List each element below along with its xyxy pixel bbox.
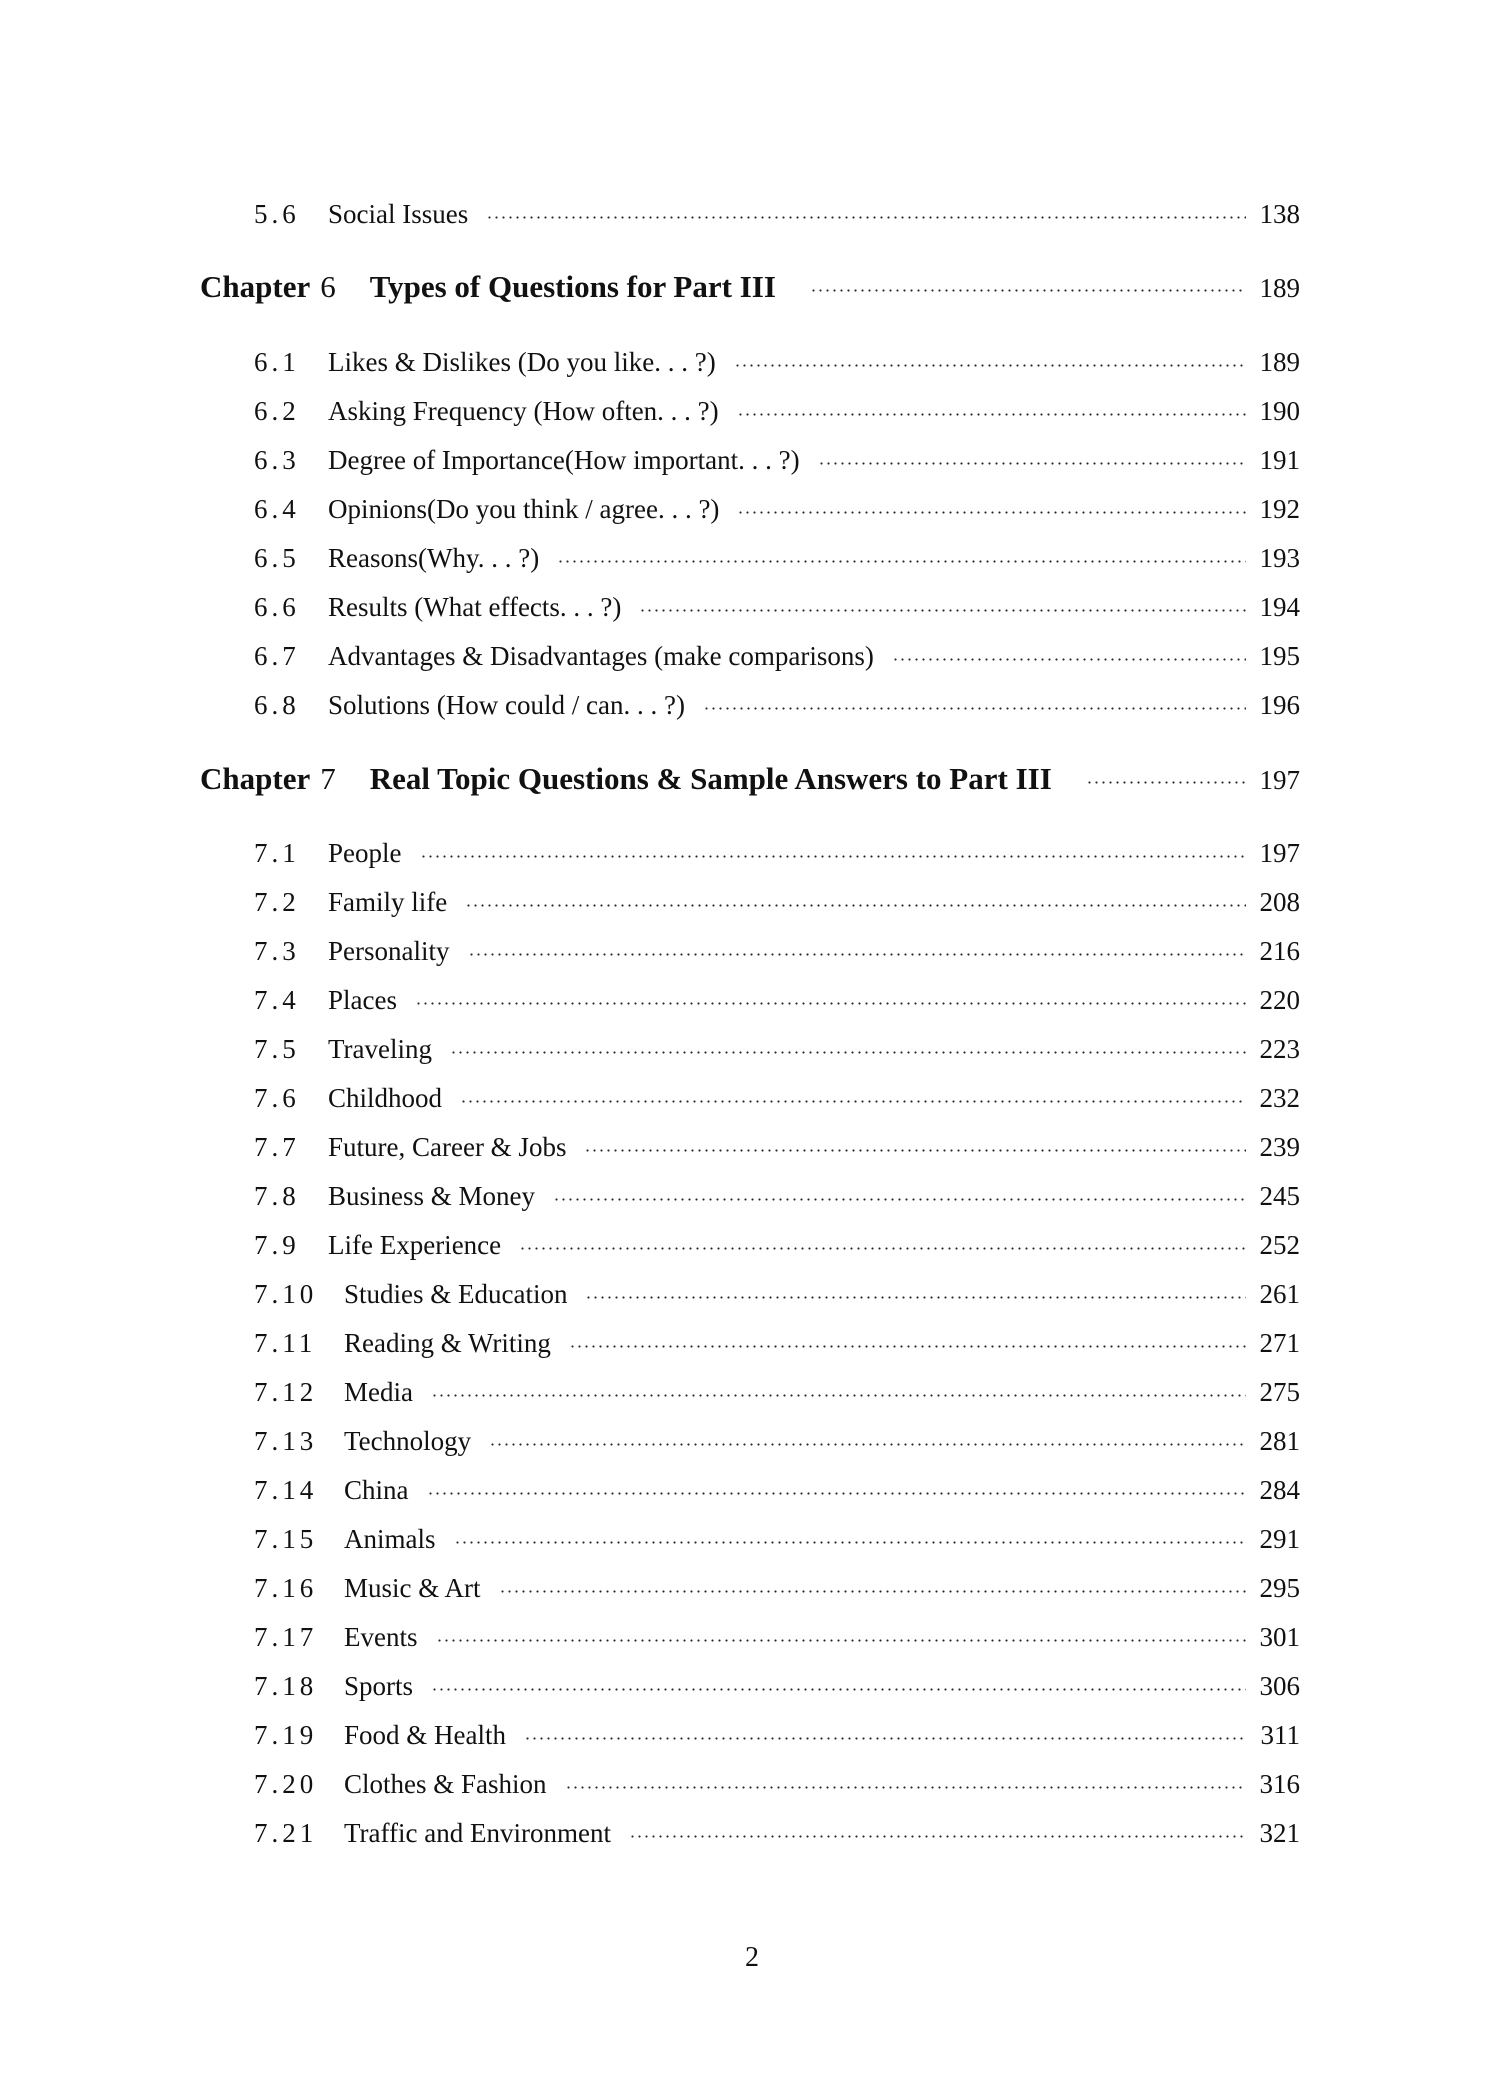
entry-page: 295 xyxy=(1259,1573,1300,1603)
entry-title: Animals xyxy=(344,1524,436,1554)
leader-dots xyxy=(569,1345,1246,1348)
entry-page: 306 xyxy=(1259,1671,1300,1701)
entry-page: 301 xyxy=(1259,1622,1300,1652)
entry-page: 281 xyxy=(1259,1426,1300,1456)
entry-title: Opinions(Do you think / agree. . . ?) xyxy=(328,494,720,524)
entry-number: 7.16 xyxy=(254,1573,318,1603)
entry-title: Degree of Importance(How important. . . ?) xyxy=(328,445,800,475)
leader-dots xyxy=(431,1394,1246,1397)
chapter-page: 189 xyxy=(1259,273,1300,303)
entry-page: 193 xyxy=(1259,543,1300,573)
toc-entry xyxy=(254,1326,1300,1360)
entry-title: Solutions (How could / can. . . ?) xyxy=(328,690,685,720)
toc-entry xyxy=(254,1473,1300,1507)
entry-number: 6.8 xyxy=(254,690,300,720)
toc-entry xyxy=(254,1179,1300,1213)
entry-number: 6.6 xyxy=(254,592,300,622)
entry-title: Music & Art xyxy=(344,1573,481,1603)
entry-title: Sports xyxy=(344,1671,414,1701)
toc-entry xyxy=(254,492,1300,526)
chapter-word: Chapter xyxy=(200,761,311,796)
toc-entry xyxy=(254,1620,1300,1654)
leader-dots xyxy=(1086,781,1246,784)
entry-page: 191 xyxy=(1259,445,1300,475)
entry-number: 7.8 xyxy=(254,1181,300,1211)
leader-dots xyxy=(892,658,1246,661)
leader-dots xyxy=(703,707,1246,710)
toc-entry xyxy=(254,1277,1300,1311)
entry-title: Media xyxy=(344,1377,413,1407)
entry-title: Results (What effects. . . ?) xyxy=(328,592,622,622)
entry-title: Family life xyxy=(328,887,448,917)
toc-entry xyxy=(254,1816,1300,1850)
entry-number: 7.1 xyxy=(254,838,300,868)
entry-number: 7.9 xyxy=(254,1230,300,1260)
toc-entry xyxy=(254,345,1300,379)
leader-dots xyxy=(465,904,1245,907)
entry-number: 6.4 xyxy=(254,494,300,524)
entry-number: 7.18 xyxy=(254,1671,318,1701)
leader-dots xyxy=(468,953,1246,956)
leader-dots xyxy=(810,289,1246,292)
entry-page: 223 xyxy=(1259,1034,1300,1064)
entry-title: Reading & Writing xyxy=(344,1328,551,1358)
toc-entry xyxy=(254,1081,1300,1115)
entry-page: 261 xyxy=(1259,1279,1300,1309)
entry-page: 321 xyxy=(1259,1818,1300,1848)
entry-title: Clothes & Fashion xyxy=(344,1769,547,1799)
entry-number: 7.6 xyxy=(254,1083,300,1113)
leader-dots xyxy=(584,1149,1245,1152)
entry-number: 6.7 xyxy=(254,641,300,671)
toc-entry xyxy=(254,836,1300,870)
entry-title: Asking Frequency (How often. . . ?) xyxy=(328,396,719,426)
chapter-heading-6 xyxy=(200,270,1300,305)
chapter-number: 6 xyxy=(320,269,336,304)
entry-number: 7.7 xyxy=(254,1132,300,1162)
entry-number: 7.12 xyxy=(254,1377,318,1407)
entry-page: 216 xyxy=(1259,936,1300,966)
leader-dots xyxy=(553,1198,1245,1201)
toc-entry-5-6 xyxy=(254,197,1300,231)
entry-title: Events xyxy=(344,1622,418,1652)
entry-number: 7.3 xyxy=(254,936,300,966)
entry-number: 7.20 xyxy=(254,1769,318,1799)
entry-title: Places xyxy=(328,985,397,1015)
entry-page: 192 xyxy=(1259,494,1300,524)
entry-page: 189 xyxy=(1259,347,1300,377)
leader-dots xyxy=(420,855,1246,858)
entry-number: 5.6 xyxy=(254,199,300,229)
leader-dots xyxy=(585,1296,1245,1299)
entry-title: People xyxy=(328,838,402,868)
page-number: 2 xyxy=(745,1942,759,1973)
chapter-number: 7 xyxy=(320,761,336,796)
toc-entry xyxy=(254,443,1300,477)
leader-dots xyxy=(427,1492,1246,1495)
entry-number: 7.19 xyxy=(254,1720,318,1750)
entry-number: 7.4 xyxy=(254,985,300,1015)
entry-page: 311 xyxy=(1260,1720,1300,1750)
entry-page: 208 xyxy=(1259,887,1300,917)
entry-number: 6.1 xyxy=(254,347,300,377)
entry-number: 7.2 xyxy=(254,887,300,917)
entry-title: Personality xyxy=(328,936,450,966)
toc-entry xyxy=(254,394,1300,428)
toc-entry xyxy=(254,1130,1300,1164)
entry-title: Studies & Education xyxy=(344,1279,568,1309)
entry-number: 7.13 xyxy=(254,1426,318,1456)
entry-title: Likes & Dislikes (Do you like. . . ?) xyxy=(328,347,716,377)
toc-entry xyxy=(254,885,1300,919)
chapter-title: Real Topic Questions & Sample Answers to Part III xyxy=(369,761,1052,796)
entry-title: Traffic and Environment xyxy=(344,1818,611,1848)
entry-title: Food & Health xyxy=(344,1720,506,1750)
toc-entry xyxy=(254,983,1300,1017)
entry-page: 275 xyxy=(1259,1377,1300,1407)
entry-title: Life Experience xyxy=(328,1230,502,1260)
toc-entry xyxy=(254,1522,1300,1556)
leader-dots xyxy=(415,1002,1246,1005)
entry-number: 6.5 xyxy=(254,543,300,573)
leader-dots xyxy=(431,1688,1245,1691)
entry-title: Traveling xyxy=(328,1034,433,1064)
entry-number: 7.5 xyxy=(254,1034,300,1064)
entry-page: 291 xyxy=(1259,1524,1300,1554)
toc-entry xyxy=(254,1424,1300,1458)
entry-page: 239 xyxy=(1259,1132,1300,1162)
toc-entry xyxy=(254,1571,1300,1605)
entry-number: 6.2 xyxy=(254,396,300,426)
entry-title: Future, Career & Jobs xyxy=(328,1132,567,1162)
toc-entry xyxy=(254,688,1300,722)
leader-dots xyxy=(454,1541,1246,1544)
entry-number: 7.14 xyxy=(254,1475,318,1505)
toc-entry xyxy=(254,1032,1300,1066)
leader-dots xyxy=(460,1100,1245,1103)
leader-dots xyxy=(489,1443,1245,1446)
entry-title: Business & Money xyxy=(328,1181,536,1211)
toc-entry xyxy=(254,1375,1300,1409)
toc-entry xyxy=(254,1228,1300,1262)
leader-dots xyxy=(629,1835,1246,1838)
leader-dots xyxy=(737,413,1246,416)
entry-page: 316 xyxy=(1259,1769,1300,1799)
entry-page: 194 xyxy=(1259,592,1300,622)
entry-number: 7.17 xyxy=(254,1622,318,1652)
leader-dots xyxy=(499,1590,1246,1593)
entry-title: Social Issues xyxy=(328,199,469,229)
chapter-title: Types of Questions for Part III xyxy=(369,269,776,304)
entry-title: Childhood xyxy=(328,1083,443,1113)
entry-page: 245 xyxy=(1259,1181,1300,1211)
entry-title: Technology xyxy=(344,1426,472,1456)
leader-dots xyxy=(737,511,1245,514)
entry-title: China xyxy=(344,1475,409,1505)
entry-number: 7.11 xyxy=(254,1328,317,1358)
leader-dots xyxy=(565,1786,1246,1789)
entry-number: 7.15 xyxy=(254,1524,318,1554)
leader-dots xyxy=(436,1639,1246,1642)
toc-entry xyxy=(254,590,1300,624)
toc-entry xyxy=(254,934,1300,968)
entry-title: Advantages & Disadvantages (make comparisons) xyxy=(328,641,874,671)
leader-dots xyxy=(519,1247,1245,1250)
entry-page: 252 xyxy=(1259,1230,1300,1260)
leader-dots xyxy=(557,560,1245,563)
toc-entry xyxy=(254,639,1300,673)
chapter-page: 197 xyxy=(1259,765,1300,795)
toc-entry xyxy=(254,1718,1300,1752)
chapter-word: Chapter xyxy=(200,269,311,304)
entry-page: 190 xyxy=(1259,396,1300,426)
entry-page: 138 xyxy=(1259,199,1300,229)
entry-page: 271 xyxy=(1259,1328,1300,1358)
entry-page: 232 xyxy=(1259,1083,1300,1113)
entry-number: 6.3 xyxy=(254,445,300,475)
leader-dots xyxy=(450,1051,1245,1054)
leader-dots xyxy=(524,1737,1247,1740)
toc-entry xyxy=(254,1767,1300,1801)
leader-dots xyxy=(486,216,1245,219)
entry-page: 196 xyxy=(1259,690,1300,720)
entry-page: 197 xyxy=(1259,838,1300,868)
entry-title: Reasons(Why. . . ?) xyxy=(328,543,540,573)
toc-entry xyxy=(254,1669,1300,1703)
leader-dots xyxy=(734,364,1246,367)
entry-page: 195 xyxy=(1259,641,1300,671)
toc-entry xyxy=(254,541,1300,575)
entry-page: 220 xyxy=(1259,985,1300,1015)
leader-dots xyxy=(639,609,1245,612)
leader-dots xyxy=(818,462,1246,465)
entry-number: 7.21 xyxy=(254,1818,318,1848)
entry-page: 284 xyxy=(1259,1475,1300,1505)
chapter-heading-7 xyxy=(200,762,1300,797)
entry-number: 7.10 xyxy=(254,1279,318,1309)
